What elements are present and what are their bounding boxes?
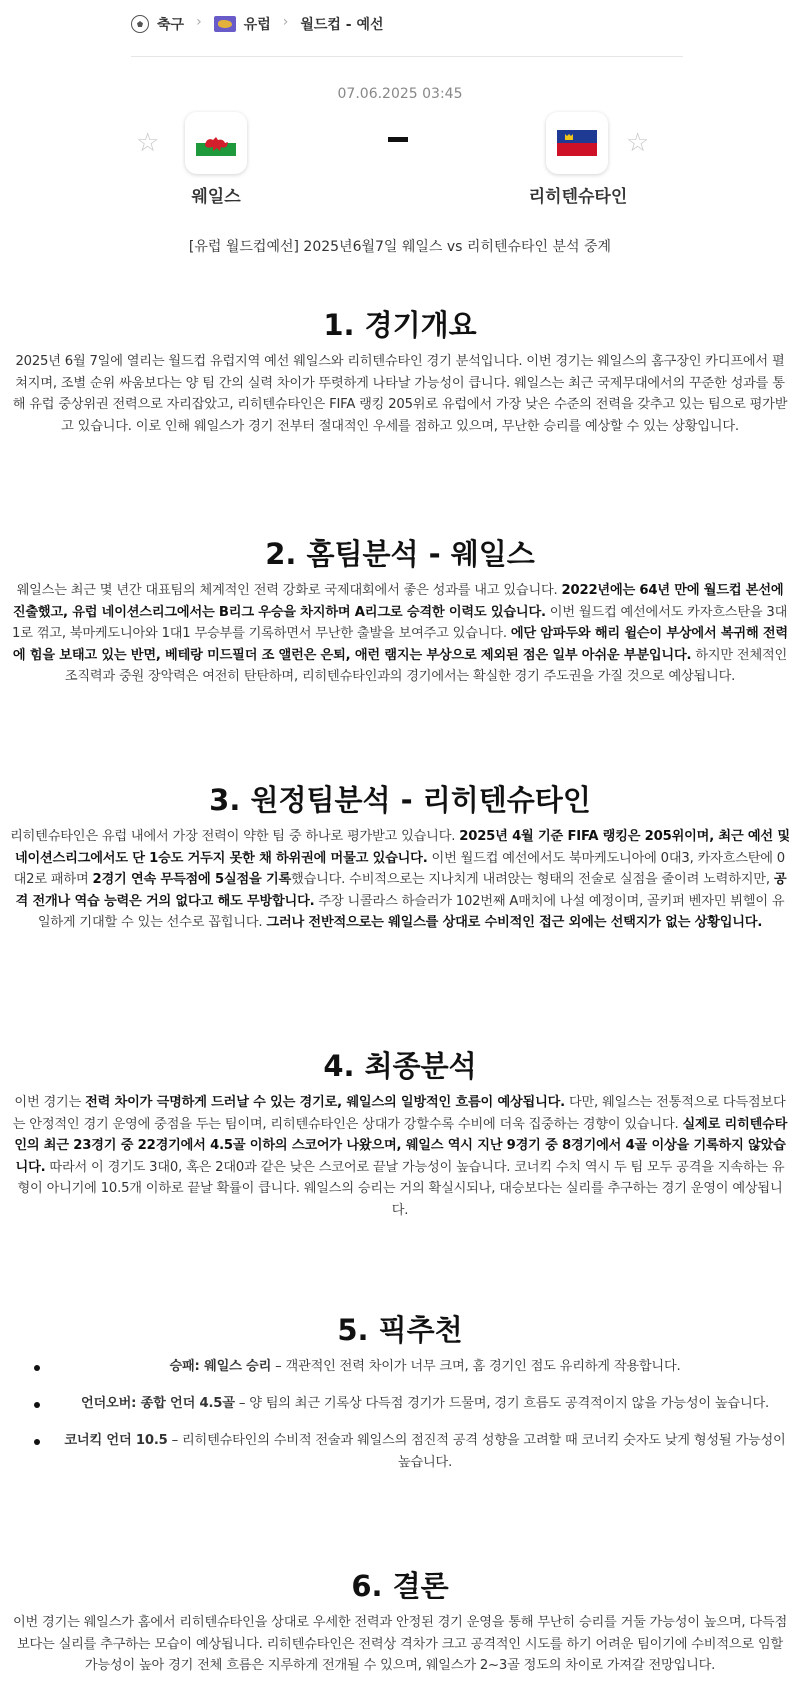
chevron-right-icon: › [282,14,289,30]
body-text: 이번 경기는 [14,1095,86,1110]
section-conclusion [10,1566,790,1677]
emphasis-text: 2022년에는 64년 만에 월드컵 본선에 진출했고, 유럽 네이션스리그에서는 B리그 우승을 차지하며 A리그로 승격한 이력도 있습니다. [12,583,784,620]
favorite-star-icon-away[interactable]: ☆ [626,128,650,158]
body-text: 하지만 전체적인 조직력과 중원 장악력은 여전히 탄탄하며, 리히텐슈타인과의 경기에서는 확실한 경기 주도권을 가질 것으로 예상됩니다. [64,647,788,684]
favorite-star-icon-home[interactable]: ☆ [136,128,160,158]
home-team-name[interactable]: 웨일스 [191,187,241,207]
section-body [10,580,790,688]
pick-description: – 객관적인 전력 차이가 너무 크며, 홈 경기인 점도 유리하게 작용합니다. [271,1359,681,1374]
breadcrumb [131,14,683,57]
emphasis-text: 그러나 전반적으로는 웨일스를 상대로 수비적인 접근 외에는 선택지가 없는 상황입니다. [266,915,763,930]
pick-item [30,1356,790,1378]
body-text: 리히텐슈타인은 유럽 내에서 가장 전력이 약한 팀 중 하나로 평가받고 있습니다. [10,829,460,844]
body-text: 따라서 이 경기도 3대0, 혹은 2대0과 같은 낮은 스코어로 끝날 가능성이 높습니다. 코너킥 수치 역시 두 팀 모두 공격을 지속하는 유형이 아니기에 10.5개 이하로 끝날 확률이 큽니다. 웨일스의 승리는 거의 확실시되나, 대승보다는 실리를 추구하는 경기 운영이 예상됩니다. [17,1159,785,1218]
bullet-icon [34,1439,40,1445]
breadcrumb-label: 유럽 [243,17,271,33]
emphasis-text: 2경기 연속 무득점에 5실점을 기록 [92,872,292,887]
pick-label: 언더오버: 종합 언더 4.5골 [80,1396,235,1411]
body-text: 이번 월드컵 예선에서도 북마케도니아에 0대3, 카자흐스탄에 0대2로 패하며 [13,850,785,887]
section-body [10,351,790,437]
away-team-name[interactable]: 리히텐슈타인 [528,187,628,207]
section-away-analysis [10,780,790,934]
section-body [10,1092,790,1221]
pick-description: – 리히텐슈타인의 수비적 전술과 웨일스의 점진적 공격 성향을 고려할 때 코너킥 숫자도 낮게 형성될 가능성이 높습니다. [167,1433,786,1470]
match-subtitle: [유럽 월드컵예선] 2025년6월7일 웨일스 vs 리히텐슈타인 분석 중계 [188,239,612,255]
section-body [10,1612,790,1677]
emphasis-text: 2025년 4월 기준 FIFA 랭킹은 205위이며, 최근 예선 및 네이션스리그에서도 단 1승도 거두지 못한 채 하위권에 머물고 있습니다. [14,829,790,866]
section-body [10,826,790,934]
emphasis-text: 에단 암파두와 해리 윌슨이 부상에서 복귀해 전력에 힘을 보태고 있는 반면, 베테랑 미드필더 조 앨런은 은퇴, 애런 램지는 부상으로 제외된 점은 일부 아쉬운 부분입니다. [12,626,788,663]
home-team-crest[interactable] [185,112,247,174]
body-text: 웨일스는 최근 몇 년간 대표팀의 체계적인 전력 강화로 국제대회에서 좋은 성과를 내고 있습니다. [16,583,562,598]
breadcrumb-item-worldcup-qualifier[interactable] [300,14,383,34]
match-datetime: 07.06.2025 03:45 [337,86,463,102]
breadcrumb-item-soccer[interactable] [131,14,184,34]
body-text: 2025년 6월 7일에 열리는 월드컵 유럽지역 예선 웨일스와 리히텐슈타인 경기 분석입니다. 이번 경기는 웨일스의 홈구장인 카디프에서 펼쳐지며, 조별 순위 싸움보다는 양 팀 간의 실력 차이가 뚜렷하게 나타날 가능성이 큽니다. 웨일스는 최근 국제무대에서의 꾸준한 성과를 통해 유럽 중상위권 전력으로 자리잡았고, 리히텐슈타인은 FIFA 랭킹 205위로 유럽에서 가장 낮은 수준의 전력을 갖추고 있는 팀으로 평가받고 있습니다. 이로 인해 웨일스가 경기 전부터 절대적인 우세를 점하고 있으며, 무난한 승리를 예상할 수 있는 상황입니다. [12,354,788,434]
body-text: 주장 니콜라스 하슬러가 102번째 A매치에 나설 예정이며, 골키퍼 벤자민 뷔헬이 유일하게 기대할 수 있는 선수로 꼽힙니다. [37,893,785,930]
soccer-ball-icon [131,15,149,33]
pick-label: 코너킥 언더 10.5 [64,1433,168,1448]
pick-item [30,1430,790,1474]
bullet-icon [34,1365,40,1371]
europe-flag-icon [214,16,236,32]
pick-description: – 양 팀의 최근 기록상 다득점 경기가 드물며, 경기 흐름도 공격적이지 않을 가능성이 높습니다. [234,1396,770,1411]
breadcrumb-label: 축구 [157,17,185,33]
wales-flag-icon [196,130,236,156]
body-text: 다만, 웨일스는 전통적으로 다득점보다는 안정적인 경기 운영에 중점을 두는 팀이며, 리히텐슈타인은 상대가 강할수록 수비에 더욱 집중하는 경향이 있습니다. [12,1095,786,1132]
pick-item [30,1393,790,1415]
breadcrumb-item-europe[interactable] [214,14,271,34]
body-text: 했습니다. 수비적으로는 지나치게 내려앉는 형태의 전술로 실점을 줄이려 노력하지만, [291,872,774,887]
body-text: 이번 월드컵 예선에서도 카자흐스탄을 3대1로 꺾고, 북마케도니아와 1대1 무승부를 기록하면서 무난한 출발을 보여주고 있습니다. [12,604,788,641]
chevron-right-icon: › [196,14,202,30]
breadcrumb-label: 월드컵 - 예선 [300,17,384,33]
bullet-icon [34,1402,40,1408]
emphasis-text: 공격 전개나 역습 능력은 거의 없다고 해도 무방합니다. [15,872,787,909]
body-text: 이번 경기는 웨일스가 홈에서 리히텐슈타인을 상대로 우세한 전력과 안정된 경기 운영을 통해 무난히 승리를 거둘 가능성이 높으며, 다득점보다는 실리를 추구하는 모습이 예상됩니다. 리히텐슈타인은 전력상 격차가 크고 공격적인 시도를 하기 어려운 팀이기에 수비적으로 임할 가능성이 높아 경기 전체 흐름은 지루하게 전개될 수 있으며, 웨일스가 2~3골 정도의 차이로 가져갈 전망입니다. [12,1615,788,1673]
liechtenstein-flag-icon [557,130,597,156]
emphasis-text: 전력 차이가 극명하게 드러날 수 있는 경기로, 웨일스의 일방적인 흐름이 예상됩니다. [85,1095,565,1110]
section-overview [10,305,790,437]
section-home-analysis [10,534,790,688]
section-title: 6. 결론 [351,1569,449,1603]
pick-label: 승패: 웨일스 승리 [169,1359,272,1374]
section-title: 4. 최종분석 [323,1049,477,1083]
emphasis-text: 실제로 리히텐슈타인의 최근 23경기 중 22경기에서 4.5골 이하의 스코어가 나왔으며, 웨일스 역시 지난 9경기 중 8경기에서 4골 이상을 기록하지 않았습니다. [14,1116,788,1175]
away-team-crest[interactable] [546,112,608,174]
section-final-analysis [10,1046,790,1221]
section-title: 2. 홈팀분석 - 웨일스 [265,537,535,571]
section-title: 5. 픽추천 [337,1313,463,1347]
section-title: 3. 원정팀분석 - 리히텐슈타인 [209,783,591,817]
section-picks [10,1310,790,1350]
pick-list [30,1356,790,1489]
section-title: 1. 경기개요 [323,308,477,342]
score-separator [388,137,408,142]
